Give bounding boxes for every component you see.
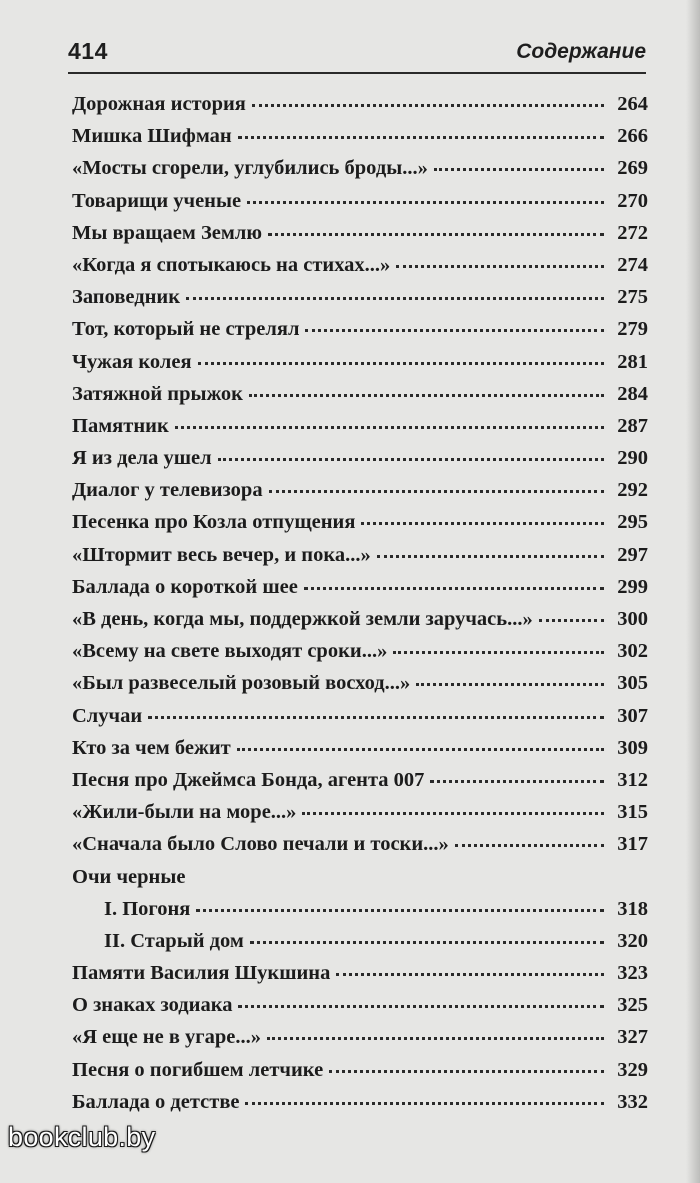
toc-entry-title: I. Погоня	[104, 897, 191, 920]
toc-entry	[72, 640, 648, 672]
running-head: Содержание	[516, 40, 646, 63]
toc-entry	[72, 318, 648, 350]
toc-entry	[72, 672, 648, 704]
dot-leader	[336, 969, 604, 976]
toc-entry-page: 264	[617, 93, 648, 115]
toc-entry-page: 295	[617, 511, 648, 534]
dot-leader	[267, 1033, 604, 1040]
dot-leader	[250, 937, 604, 944]
toc-entry-title: Диалог у телевизора	[72, 479, 263, 502]
toc-entry-title: Чужая колея	[72, 350, 192, 373]
toc-entry-title: Случаи	[72, 704, 143, 727]
toc-entry	[72, 962, 648, 994]
toc-entry-page: 318	[617, 897, 648, 920]
toc-entry	[72, 415, 648, 447]
dot-leader	[186, 293, 604, 300]
toc-entry-page: 269	[617, 157, 648, 180]
toc-entry	[72, 1026, 648, 1058]
dot-leader	[218, 454, 604, 461]
dot-leader	[377, 551, 604, 558]
toc-entry-title: Песенка про Козла отпущения	[72, 511, 356, 534]
toc-entry	[72, 351, 648, 383]
dot-leader	[396, 261, 604, 268]
toc-entry-page: 323	[617, 962, 648, 985]
toc-entry-title: Песня про Джеймса Бонда, агента 007	[72, 768, 425, 791]
toc-entry	[72, 994, 648, 1026]
toc-entry	[72, 1091, 648, 1123]
toc-entry	[72, 383, 648, 415]
toc-entry-title: Я из дела ушел	[72, 447, 212, 470]
toc-entry-title: Памяти Василия Шукшина	[72, 962, 331, 985]
toc-entry	[72, 286, 648, 318]
toc-entry-page: 299	[617, 575, 648, 598]
toc-entry-page: 274	[617, 253, 648, 276]
toc-entry	[72, 898, 648, 930]
toc-entry-title: О знаках зодиака	[72, 994, 233, 1017]
toc-entry	[72, 608, 648, 640]
toc-entry	[72, 157, 648, 189]
dot-leader	[304, 583, 604, 590]
toc-entry	[72, 254, 648, 286]
toc-entry-page: 284	[617, 382, 648, 405]
dot-leader	[393, 647, 604, 654]
toc-entry-title: «Штормит весь вечер, и пока...»	[72, 543, 371, 566]
toc-entry	[72, 576, 648, 608]
toc-entry-page: 272	[617, 221, 648, 244]
header-rule	[68, 72, 646, 74]
toc-entry-title: Товарищи ученые	[72, 189, 242, 212]
dot-leader	[245, 1098, 604, 1105]
toc-entry	[72, 801, 648, 833]
toc-entry	[72, 222, 648, 254]
dot-leader	[238, 1001, 604, 1008]
dot-leader	[196, 905, 604, 912]
dot-leader	[455, 840, 604, 847]
dot-leader	[305, 325, 604, 332]
toc-entry-page: 281	[617, 350, 648, 373]
dot-leader	[249, 390, 604, 397]
toc-entry-page: 309	[617, 736, 648, 759]
toc-entry-page: 297	[617, 543, 648, 566]
toc-entry	[72, 511, 648, 543]
toc-entry-title: «Жили-были на море...»	[72, 801, 297, 824]
toc-entry-title: II. Старый дом	[104, 929, 244, 952]
dot-leader	[539, 615, 604, 622]
toc-entry-title: Заповедник	[72, 286, 181, 309]
dot-leader	[198, 358, 604, 365]
toc-entry-page: 279	[617, 318, 648, 341]
toc-entry-title: Песня о погибшем летчике	[72, 1058, 324, 1081]
toc-entry-page: 270	[617, 189, 648, 212]
dot-leader	[416, 679, 604, 686]
dot-leader	[238, 132, 604, 139]
dot-leader	[329, 1066, 604, 1073]
toc-entry-page: 332	[617, 1090, 648, 1113]
toc-entry-title: «Когда я спотыкаюсь на стихах...»	[72, 253, 391, 276]
toc-entry-title: Мы вращаем Землю	[72, 221, 262, 244]
toc-entry-page: 307	[617, 704, 648, 727]
dot-leader	[268, 229, 604, 236]
page-edge-shadow	[686, 0, 700, 1183]
toc-entry-page: 266	[617, 125, 648, 148]
toc-entry	[72, 190, 648, 222]
toc-entry-page: 300	[617, 608, 648, 630]
toc-entry-title: «Мосты сгорели, углубились броды...»	[72, 157, 428, 180]
toc-entry-page: 317	[617, 833, 648, 856]
toc-entry-title: Мишка Шифман	[72, 125, 232, 148]
toc-entry	[72, 1059, 648, 1091]
dot-leader	[252, 100, 604, 107]
toc-entry-title: Тот, который не стрелял	[72, 318, 300, 341]
toc-entry-page: 275	[617, 286, 648, 309]
dot-leader	[361, 518, 604, 525]
toc-entry	[72, 93, 648, 125]
toc-entry-page: 327	[617, 1026, 648, 1049]
toc-entry	[72, 705, 648, 737]
toc-entry-page: 292	[617, 479, 648, 502]
dot-leader	[430, 776, 604, 783]
page-header	[68, 38, 646, 74]
toc-entry-title: Кто за чем бежит	[72, 736, 231, 759]
dot-leader	[237, 744, 604, 751]
toc-entry-page: 325	[617, 994, 648, 1017]
toc-entry	[72, 866, 648, 898]
dot-leader	[175, 422, 604, 429]
dot-leader	[247, 197, 604, 204]
toc-entry-title: «Был развеселый розовый восход...»	[72, 672, 411, 695]
toc-entry-title: «Всему на свете выходят сроки...»	[72, 640, 388, 663]
toc-entry	[72, 125, 648, 157]
dot-leader	[302, 808, 604, 815]
dot-leader	[269, 486, 604, 493]
toc-entry-page: 302	[617, 640, 648, 663]
toc-entry	[72, 737, 648, 769]
page-number: 414	[68, 38, 108, 64]
toc-entry-title: «Сначала было Слово печали и тоски...»	[72, 833, 449, 856]
toc-entry-title: «В день, когда мы, поддержкой земли заручась...»	[72, 608, 533, 630]
toc-entry-title: Баллада о детстве	[72, 1090, 240, 1113]
toc-entry	[72, 544, 648, 576]
toc-entry	[72, 769, 648, 801]
toc-entry-title: Баллада о короткой шее	[72, 575, 298, 598]
toc-entry	[72, 833, 648, 865]
toc-entry	[72, 447, 648, 479]
toc-entry	[72, 930, 648, 962]
dot-leader	[434, 164, 604, 171]
table-of-contents	[72, 93, 648, 1123]
dot-leader	[148, 712, 604, 719]
toc-entry-title: Памятник	[72, 414, 169, 437]
toc-entry	[72, 479, 648, 511]
toc-entry-page: 320	[617, 929, 648, 952]
toc-entry-page: 290	[617, 447, 648, 470]
toc-entry-title: «Я еще не в угаре...»	[72, 1026, 261, 1049]
toc-entry-page: 329	[617, 1058, 648, 1081]
watermark: bookclub.by	[8, 1122, 156, 1152]
toc-entry-page: 305	[617, 672, 648, 695]
toc-entry-title: Очи черные	[72, 865, 186, 888]
toc-entry-title: Затяжной прыжок	[72, 382, 243, 405]
toc-entry-page: 315	[617, 801, 648, 824]
toc-entry-title: Дорожная история	[72, 93, 246, 115]
toc-entry-page: 312	[617, 768, 648, 791]
toc-entry-page: 287	[617, 414, 648, 437]
